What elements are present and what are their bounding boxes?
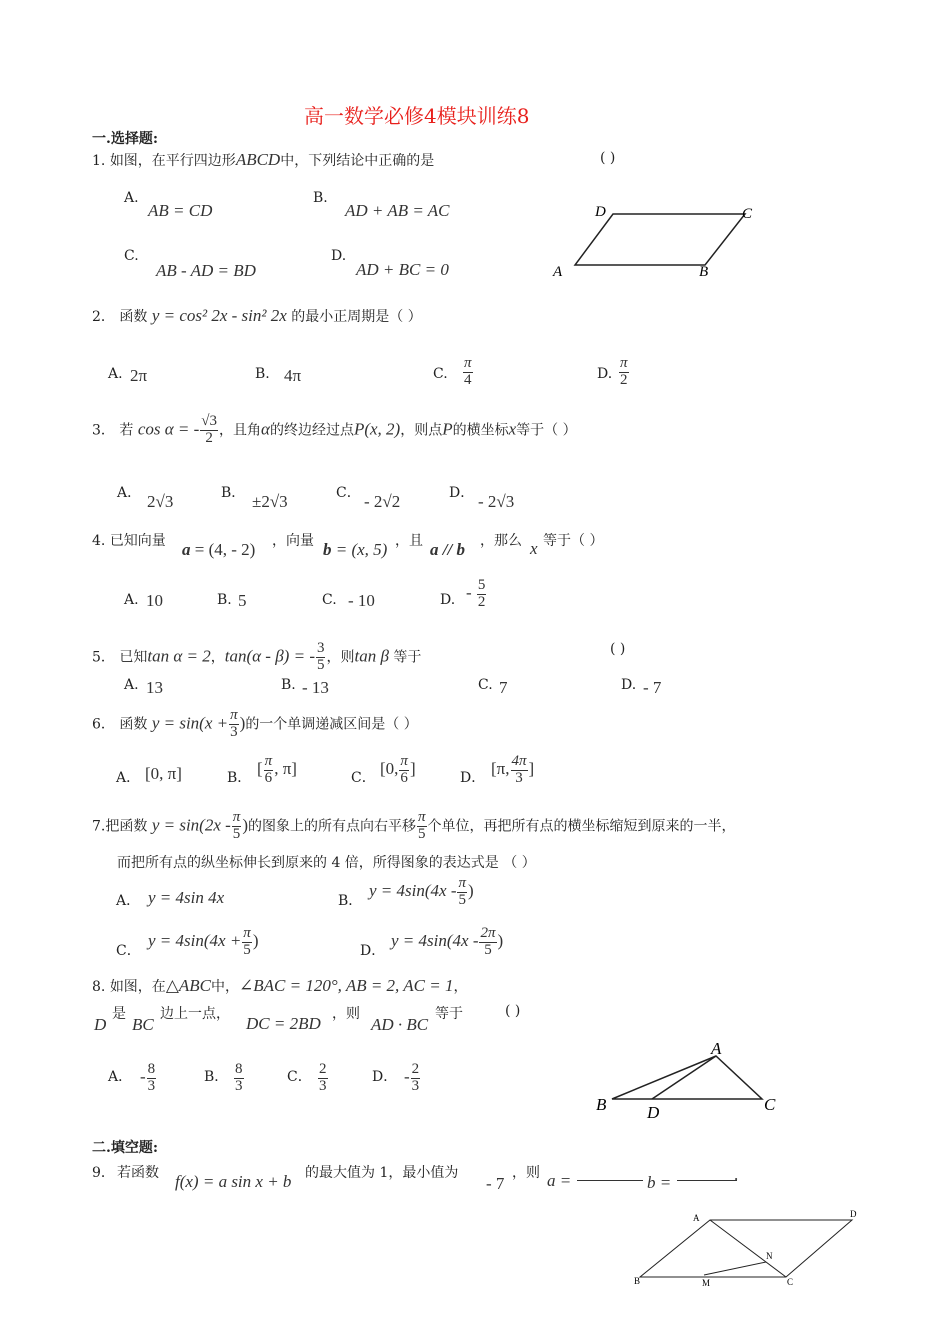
- q5-option-a: 13: [146, 678, 163, 697]
- q3-option-c: - 2√2: [364, 492, 401, 511]
- q9-end: .: [734, 1165, 739, 1184]
- q5-option-b-label: B.: [281, 677, 296, 693]
- q4-vec-a-value: = (4, - 2): [190, 540, 256, 559]
- q5-option-c: 7: [499, 678, 508, 697]
- q1-number: 1.: [92, 153, 106, 169]
- q1-option-c-label: C.: [124, 248, 139, 264]
- q6-b-num: π: [264, 753, 273, 769]
- q8-option-b-label: B．: [204, 1069, 229, 1085]
- q8-d-num: 2: [411, 1061, 420, 1077]
- q1-option-d: AD + BC = 0: [356, 260, 449, 279]
- q5-frac-num: 3: [316, 640, 325, 656]
- q7-c-num: π: [243, 925, 251, 941]
- q8-option-d: [404, 1062, 421, 1095]
- q7-text-a: 把函数: [105, 818, 148, 835]
- q4-parallel: a // b: [430, 540, 465, 559]
- q3-number: 3．: [92, 422, 115, 439]
- q5-tan-ab: tan(α - β) = -: [224, 646, 315, 666]
- q8-dc: DC = 2BD: [246, 1014, 321, 1033]
- q9-text-b: 的最大值为 1，最小值为: [305, 1165, 459, 1181]
- q9-a-label: a =: [547, 1171, 572, 1190]
- q7-frac-den: 5: [232, 825, 241, 842]
- q6-frac-num: π: [230, 707, 238, 723]
- q3-frac-num: √3: [201, 413, 218, 429]
- q6-formula-a: y = sin(x +: [151, 713, 229, 733]
- q2-d-den: 2: [620, 371, 628, 388]
- q8-triangle-figure: [590, 1038, 790, 1122]
- q9-formula: f(x) = a sin x + b: [175, 1172, 292, 1191]
- q8-option-c: [317, 1062, 329, 1095]
- q7-option-d-label: D．: [360, 943, 386, 959]
- q6-c-den: 6: [400, 769, 408, 786]
- q7-shift-den: 5: [417, 825, 426, 842]
- q6-text-b: 的一个单调递减区间是（ ）: [245, 716, 418, 733]
- q6-option-d-label: D．: [460, 770, 486, 786]
- q6-c-close: ]: [409, 759, 416, 779]
- q5-number: 5．: [92, 649, 115, 666]
- q8-option-a: [140, 1062, 157, 1095]
- q5-option-c-label: C.: [478, 677, 493, 693]
- question-8: [92, 976, 467, 996]
- q8-b-num: 8: [235, 1061, 243, 1077]
- q8-option-c-label: C．: [287, 1069, 312, 1085]
- q8-option-d-label: D．: [372, 1069, 398, 1085]
- q8-text-e: ，则: [332, 1006, 360, 1022]
- q6-c-num: π: [400, 753, 408, 769]
- q5-option-d: - 7: [643, 678, 662, 697]
- q1-fig-label-b: B: [699, 264, 709, 280]
- q5-text-b: ，则: [326, 649, 355, 666]
- q1-paren: ( ): [600, 150, 616, 166]
- q6-option-b-label: B．: [227, 770, 252, 786]
- q5-tan-b: tan β: [354, 646, 389, 666]
- q4-vector-a: [182, 540, 255, 560]
- q1-option-b: AD + AB = AC: [345, 201, 450, 220]
- q3-option-a: 2√3: [147, 492, 174, 511]
- q4-option-a-label: A.: [124, 592, 139, 608]
- q7-b-close: ): [468, 881, 474, 901]
- q6-b-den: 6: [264, 769, 273, 786]
- q7-option-a: y = 4sin 4x: [148, 888, 225, 907]
- q2-text-b: 的最小正周期是（ ）: [291, 309, 422, 325]
- q8-is: 是: [112, 1006, 126, 1022]
- q8-bc: BC: [132, 1015, 154, 1034]
- q4-option-b-label: B.: [217, 592, 232, 608]
- q7-formula-a: y = sin(2x -: [151, 815, 231, 835]
- q2-option-a: 2π: [130, 366, 148, 385]
- q5-paren: ( ): [610, 641, 626, 657]
- q4-option-a: 10: [146, 591, 163, 610]
- question-3: [92, 414, 577, 447]
- segment-ad: [652, 1056, 716, 1099]
- q7-c-close: ): [252, 931, 259, 951]
- question-2: [92, 306, 422, 326]
- triangle-abc: [612, 1056, 762, 1099]
- q7-text-b: 的图象上的所有点向右平移: [247, 818, 416, 835]
- q6-option-b: [257, 754, 297, 787]
- q5-text-a: 已知: [119, 649, 148, 666]
- q9-min: - 7: [486, 1174, 505, 1193]
- q1-option-b-label: B.: [313, 190, 328, 206]
- q7-frac-num: π: [232, 809, 241, 825]
- q5-sep: ，: [210, 649, 225, 666]
- q2-formula: y = cos² 2x - sin² 2x: [151, 306, 287, 325]
- q6-number: 6．: [92, 716, 115, 733]
- q8-option-b: [233, 1062, 245, 1095]
- fig-label-c: C: [787, 1277, 794, 1287]
- q2-number: 2．: [92, 309, 115, 325]
- q2-option-c-label: C.: [433, 366, 448, 382]
- question-7: [92, 810, 736, 843]
- q9-number: 9．: [92, 1165, 115, 1181]
- q3-point: P(x, 2): [353, 419, 401, 439]
- q2-option-d-label: D.: [597, 366, 613, 382]
- q3-option-c-label: C．: [336, 485, 361, 501]
- q4-text-a: 已知向量: [109, 533, 166, 549]
- q8-text-f: 等于: [435, 1006, 463, 1022]
- q1-option-c: AB - AD = BD: [156, 261, 256, 280]
- section-fill-heading: 二.填空题:: [92, 1140, 159, 1156]
- q1-option-d-label: D.: [331, 248, 347, 264]
- q6-option-a: [0, π]: [145, 764, 182, 783]
- q3-frac-den: 2: [205, 429, 213, 446]
- q9-b-blank[interactable]: [677, 1166, 737, 1185]
- q3-text-b: ，且角: [219, 422, 262, 439]
- q7-number: 7.: [92, 818, 106, 835]
- q1-fig-label-d: D: [595, 204, 606, 220]
- q8-fig-label-a: A: [711, 1039, 722, 1058]
- section-choice-heading: 一.选择题:: [92, 131, 159, 147]
- q8-b-den: 3: [235, 1077, 243, 1094]
- q7-option-b: [369, 876, 474, 909]
- page-title: 高一数学必修4模块训练8: [304, 104, 530, 128]
- question-4: [92, 530, 166, 550]
- q8-text-b: 中，: [211, 979, 239, 995]
- q7-d-lhs: y = 4sin(4x -: [391, 931, 479, 951]
- q3-p: P: [442, 419, 453, 439]
- q6-option-a-label: A．: [116, 770, 141, 786]
- q3-option-b: ±2√3: [252, 492, 288, 511]
- q8-d-sign: -: [404, 1067, 410, 1087]
- q9-a-blank[interactable]: [577, 1166, 643, 1185]
- q3-alpha: α: [261, 419, 270, 439]
- q5-text-c: 等于: [393, 649, 422, 666]
- q7-line-2: 而把所有点的纵坐标伸长到原来的 4 倍，所得图象的表达式是 （ ）: [117, 855, 536, 871]
- q6-option-c-label: C．: [351, 770, 376, 786]
- q8-c-den: 3: [319, 1077, 327, 1094]
- q7-text-c: 个单位，再把所有点的横坐标缩短到原来的一半，: [427, 818, 736, 835]
- q7-c-den: 5: [243, 941, 251, 958]
- q4-text-d: ，那么: [480, 533, 522, 549]
- q1-text-b: 中，下列结论中正确的是: [280, 153, 435, 169]
- q3-text-a: 若: [119, 422, 134, 439]
- q6-frac-den: 3: [230, 723, 238, 740]
- q1-shape: ABCD: [235, 150, 281, 169]
- q6-option-d: [491, 754, 534, 787]
- q7-formula-b: ): [242, 815, 248, 835]
- q3-text-f: 等于（ ）: [516, 422, 577, 439]
- q5-tan-a: tan α = 2: [147, 646, 211, 666]
- q8-fig-label-c: C: [764, 1095, 776, 1114]
- q3-text-e: 的横坐标: [452, 422, 509, 439]
- q7-option-c-label: C．: [116, 943, 141, 959]
- q4-vector-b: [323, 540, 387, 560]
- q7-option-d: [391, 926, 503, 959]
- q4-d-den: 2: [477, 593, 486, 610]
- q1-fig-label-a: A: [553, 264, 563, 280]
- parallelogram-abcd: [640, 1220, 852, 1277]
- q2-option-b-label: B.: [255, 366, 270, 382]
- q3-x: x: [508, 419, 517, 439]
- q7-b-lhs: y = 4sin(4x -: [369, 881, 457, 901]
- q8-text-a: 如图，在: [109, 979, 166, 995]
- q9-text-a: 若函数: [117, 1165, 159, 1181]
- q4-option-d-label: D.: [440, 592, 456, 608]
- q8-a-sign: -: [140, 1067, 146, 1087]
- diagonal-ac: [710, 1220, 786, 1277]
- q2-text-a: 函数: [119, 309, 148, 325]
- q8-fig-label-b: B: [596, 1095, 607, 1114]
- q8-a-den: 3: [147, 1077, 156, 1094]
- question-1: [92, 150, 434, 170]
- q7-option-c: [148, 926, 258, 959]
- q7-d-num: 2π: [480, 925, 496, 941]
- q3-cos: cos α = -: [137, 419, 200, 439]
- q4-vec-b-symbol: b: [323, 540, 332, 559]
- q4-option-c-label: C.: [322, 592, 337, 608]
- q4-option-d: [466, 578, 487, 611]
- q4-number: 4.: [92, 533, 106, 549]
- q6-d-den: 3: [515, 769, 523, 786]
- q4-text-b: ，向量: [272, 533, 314, 549]
- q8-paren: ( ): [505, 1003, 521, 1019]
- q8-text-c: ，: [453, 979, 468, 995]
- q4-d-num: 5: [477, 577, 486, 593]
- q3-option-d-label: D．: [449, 485, 475, 501]
- fig-label-a: A: [693, 1213, 700, 1223]
- q6-b-open: [: [257, 759, 263, 779]
- q8-d: D: [94, 1015, 107, 1034]
- q7-option-b-label: B．: [338, 893, 363, 909]
- q9-text-c: ，则: [512, 1165, 540, 1181]
- q1-option-a: AB = CD: [148, 201, 213, 220]
- q8-option-a-label: A．: [108, 1069, 133, 1085]
- q4-d-sign: -: [466, 583, 472, 603]
- q5-frac-den: 5: [316, 656, 325, 673]
- fig-label-n: N: [766, 1251, 773, 1261]
- q2-option-b: 4π: [284, 366, 302, 385]
- q5-option-b: - 13: [302, 678, 329, 697]
- q6-text-a: 函数: [119, 716, 148, 733]
- q3-text-c: 的终边经过点: [269, 422, 354, 439]
- q8-d-den: 3: [411, 1077, 420, 1094]
- q7-option-a-label: A．: [116, 893, 141, 909]
- question-5: [92, 641, 421, 674]
- q1-parallelogram-figure: [545, 198, 765, 284]
- fig-label-m: M: [702, 1278, 711, 1288]
- bottom-parallelogram-figure: [630, 1208, 862, 1290]
- q8-text-d: 边上一点，: [160, 1006, 230, 1022]
- q2-c-num: π: [464, 355, 472, 371]
- q3-text-d: ，则点: [400, 422, 443, 439]
- q2-c-den: 4: [464, 371, 472, 388]
- q4-option-b: 5: [238, 591, 247, 610]
- q2-option-a-label: A.: [108, 366, 123, 382]
- q5-option-d-label: D.: [621, 677, 637, 693]
- q7-b-den: 5: [458, 891, 466, 908]
- q3-option-d: - 2√3: [478, 492, 515, 511]
- q3-option-b-label: B．: [221, 485, 246, 501]
- q9-b-label: b =: [647, 1173, 672, 1192]
- q2-d-num: π: [620, 355, 628, 371]
- q8-triangle: △ABC: [165, 976, 211, 995]
- question-6: [92, 708, 418, 741]
- q6-c-open: [0,: [380, 759, 399, 779]
- q7-c-lhs: y = 4sin(4x +: [148, 931, 242, 951]
- q8-number: 8.: [92, 979, 106, 995]
- fig-label-d: D: [850, 1209, 857, 1219]
- q6-option-c: [380, 754, 416, 787]
- q4-vec-a-symbol: a: [182, 540, 191, 559]
- q1-option-a-label: A.: [124, 190, 139, 206]
- q3-option-a-label: A．: [117, 485, 142, 501]
- q5-option-a-label: A.: [124, 677, 139, 693]
- q7-d-den: 5: [484, 941, 492, 958]
- q8-fig-label-d: D: [647, 1103, 660, 1122]
- q7-d-close: ): [497, 931, 504, 951]
- q7-shift-num: π: [417, 809, 426, 825]
- segment-mn: [704, 1262, 766, 1275]
- q4-x: x: [530, 539, 538, 558]
- q6-b-close: , π]: [274, 759, 297, 779]
- q4-option-c: - 10: [348, 591, 375, 610]
- parallelogram-shape: [575, 214, 745, 265]
- q8-a-num: 8: [147, 1061, 156, 1077]
- q4-text-c: ，且: [395, 533, 423, 549]
- q2-option-c: [462, 356, 474, 389]
- q1-text-a: 如图，在平行四边形: [109, 153, 236, 169]
- q8-condition: ∠BAC = 120°, AB = 2, AC = 1: [239, 976, 454, 995]
- q6-d-open: [π,: [491, 759, 510, 779]
- fig-label-b: B: [634, 1276, 641, 1286]
- q6-d-num: 4π: [511, 753, 527, 769]
- q6-formula-b: ): [239, 713, 246, 733]
- q7-b-num: π: [458, 875, 466, 891]
- q2-option-d: [618, 356, 630, 389]
- q1-fig-label-c: C: [742, 206, 753, 222]
- q6-d-close: ]: [528, 759, 535, 779]
- q4-text-e: 等于（ ）: [543, 533, 604, 549]
- q4-vec-b-value: = (x, 5): [331, 540, 388, 559]
- q8-dot: AD · BC: [371, 1015, 429, 1034]
- q8-c-num: 2: [319, 1061, 327, 1077]
